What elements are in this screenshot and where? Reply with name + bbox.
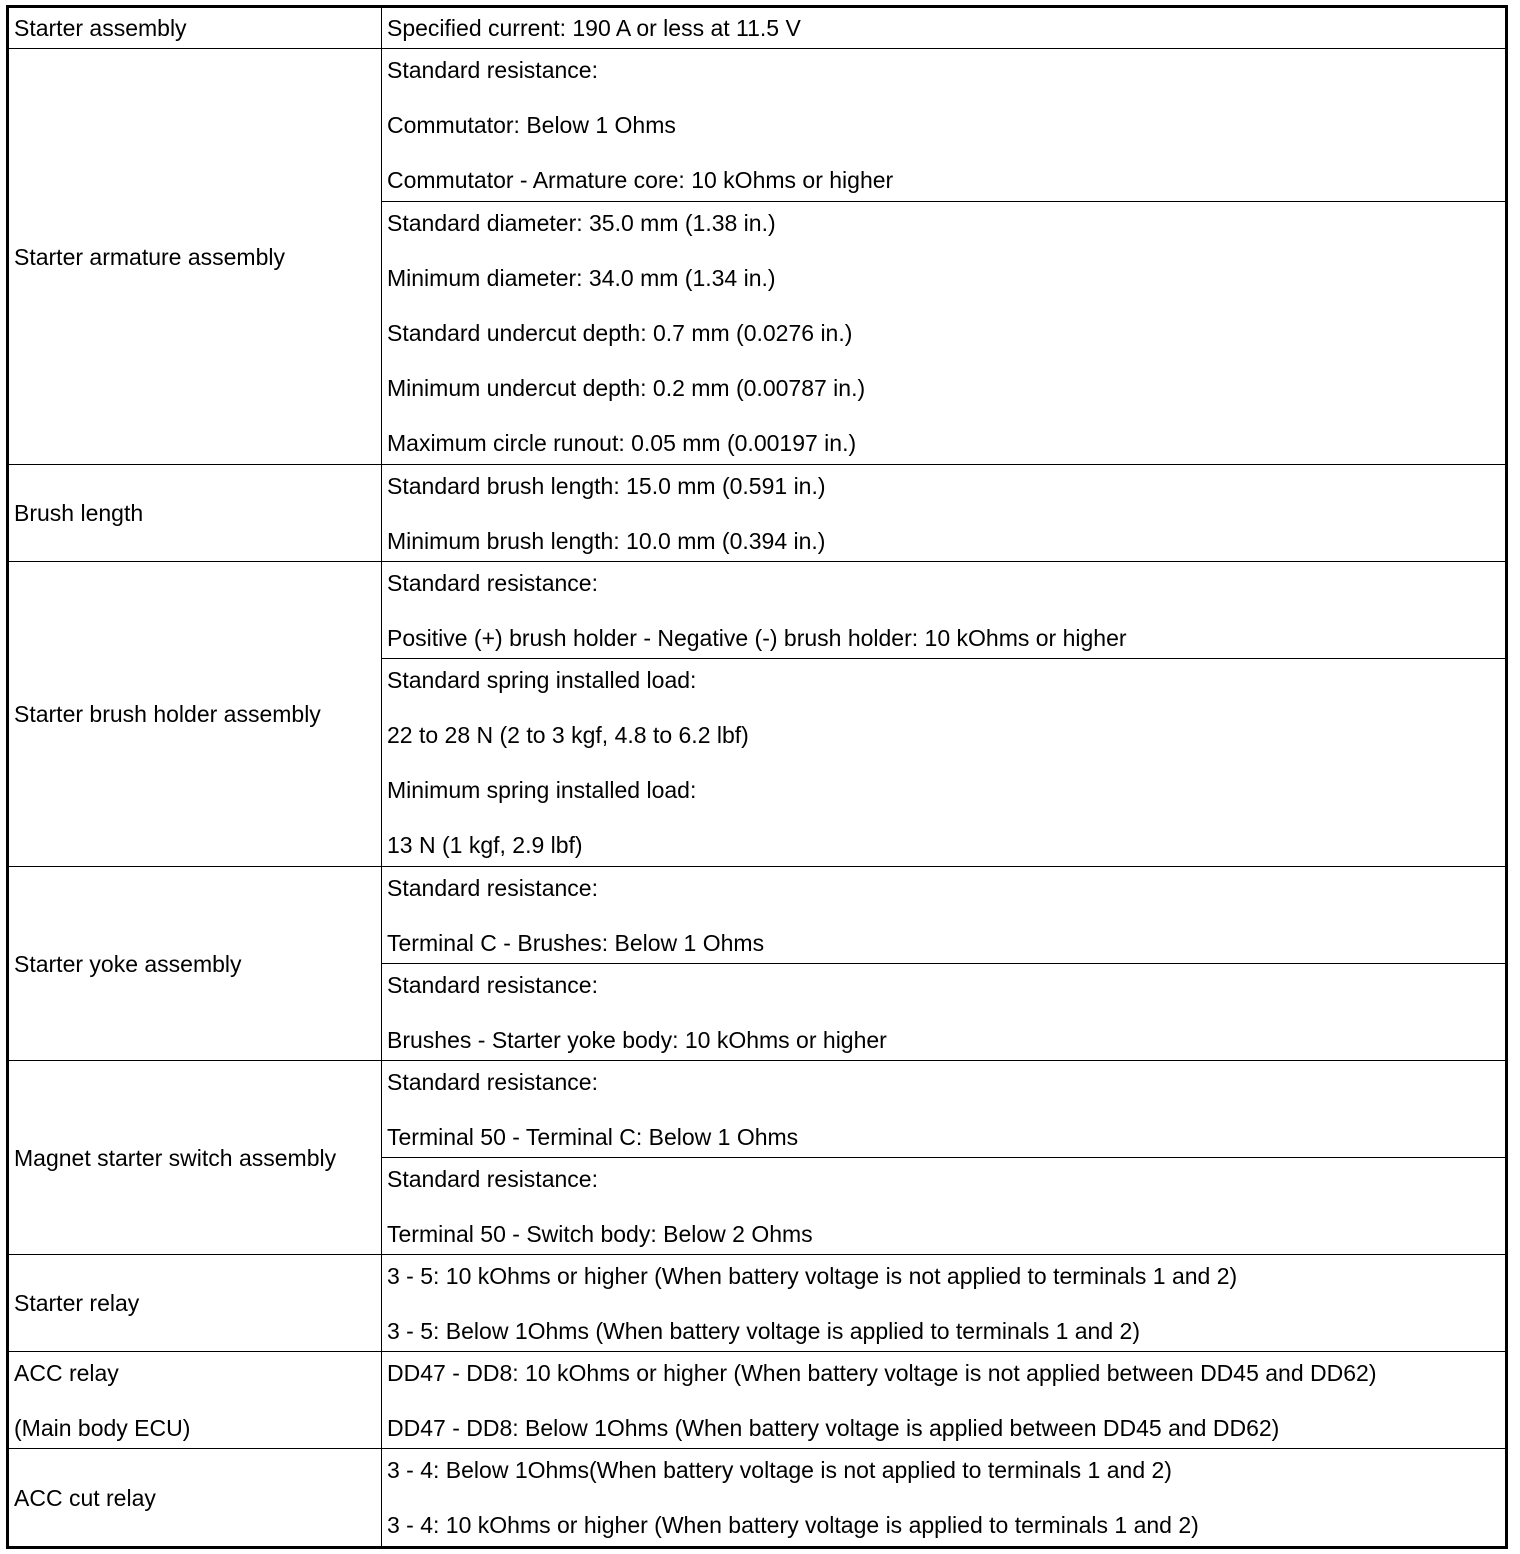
spec-cell <box>382 465 1507 562</box>
spec-cell <box>382 49 1507 202</box>
spec-line: 22 to 28 N (2 to 3 kgf, 4.8 to 6.2 lbf) <box>387 722 749 748</box>
component-label: Starter assembly <box>14 15 187 41</box>
spec-line: Positive (+) brush holder - Negative (-) brush holder: 10 kOhms or higher <box>387 624 1127 651</box>
spec-line: Standard resistance: <box>387 1068 598 1095</box>
component-cell <box>8 465 382 562</box>
spec-line: DD47 - DD8: 10 kOhms or higher (When battery voltage is not applied between DD45 and DD62) <box>387 1359 1377 1386</box>
component-label: Magnet starter switch assembly <box>14 1144 337 1171</box>
table-row <box>8 1449 1507 1548</box>
spec-line: 3 - 5: 10 kOhms or higher (When battery voltage is not applied to terminals 1 and 2) <box>387 1262 1238 1289</box>
component-label: ACC relay <box>14 1359 119 1386</box>
spec-line: Standard resistance: <box>387 57 598 83</box>
spec-line: Specified current: 190 A or less at 11.5 V <box>387 15 801 41</box>
component-cell <box>8 562 382 867</box>
spec-line: 13 N (1 kgf, 2.9 lbf) <box>387 832 583 858</box>
component-label: ACC cut relay <box>14 1484 156 1511</box>
spec-cell <box>382 659 1507 867</box>
spec-cell <box>382 1158 1507 1255</box>
spec-line: Minimum diameter: 34.0 mm (1.34 in.) <box>387 265 776 291</box>
spec-line: Terminal 50 - Terminal C: Below 1 Ohms <box>387 1123 799 1150</box>
component-label: Starter yoke assembly <box>14 950 242 977</box>
spec-line: Terminal C - Brushes: Below 1 Ohms <box>387 929 765 956</box>
spec-line: Standard resistance: <box>387 971 598 998</box>
spec-line: 3 - 4: Below 1Ohms(When battery voltage is not applied to terminals 1 and 2) <box>387 1457 1172 1483</box>
component-label-sub: (Main body ECU) <box>14 1414 191 1441</box>
spec-cell <box>382 202 1507 465</box>
table-row <box>8 867 1507 964</box>
component-label: Starter armature assembly <box>14 243 285 270</box>
table-row <box>8 7 1507 49</box>
spec-line: Commutator: Below 1 Ohms <box>387 112 676 138</box>
spec-line: Minimum spring installed load: <box>387 777 697 803</box>
spec-cell <box>382 1449 1507 1548</box>
spec-line: Brushes - Starter yoke body: 10 kOhms or higher <box>387 1026 887 1053</box>
spec-cell <box>382 7 1507 49</box>
spec-line: 3 - 4: 10 kOhms or higher (When battery voltage is applied to terminals 1 and 2) <box>387 1512 1199 1538</box>
spec-line: Standard resistance: <box>387 1165 598 1192</box>
spec-cell <box>382 964 1507 1061</box>
spec-line: Standard undercut depth: 0.7 mm (0.0276 in.) <box>387 320 853 346</box>
component-cell <box>8 49 382 465</box>
component-label: Starter brush holder assembly <box>14 701 321 727</box>
component-cell <box>8 867 382 1061</box>
component-cell <box>8 1255 382 1352</box>
component-label: Brush length <box>14 500 144 526</box>
spec-line: 3 - 5: Below 1Ohms (When battery voltage is applied to terminals 1 and 2) <box>387 1317 1140 1344</box>
spec-cell <box>382 867 1507 964</box>
spec-cell <box>382 562 1507 659</box>
table-row <box>8 562 1507 659</box>
table-row <box>8 49 1507 202</box>
spec-line: Minimum brush length: 10.0 mm (0.394 in.) <box>387 527 826 554</box>
component-label: Starter relay <box>14 1290 140 1316</box>
table-row <box>8 465 1507 562</box>
spec-cell <box>382 1255 1507 1352</box>
spec-line: Standard diameter: 35.0 mm (1.38 in.) <box>387 210 776 236</box>
table-row <box>8 1255 1507 1352</box>
spec-line: Standard spring installed load: <box>387 667 697 693</box>
spec-line: Commutator - Armature core: 10 kOhms or higher <box>387 167 894 193</box>
component-cell <box>8 1449 382 1548</box>
table-row <box>8 1061 1507 1158</box>
specification-table <box>6 5 1508 1549</box>
spec-line: Maximum circle runout: 0.05 mm (0.00197 in.) <box>387 430 857 456</box>
spec-line: Terminal 50 - Switch body: Below 2 Ohms <box>387 1220 813 1247</box>
component-cell <box>8 1061 382 1255</box>
component-cell <box>8 7 382 49</box>
component-cell <box>8 1352 382 1449</box>
spec-cell <box>382 1352 1507 1449</box>
spec-line: Standard resistance: <box>387 874 598 901</box>
table-row <box>8 1352 1507 1449</box>
spec-line: Standard brush length: 15.0 mm (0.591 in.) <box>387 472 826 499</box>
spec-cell <box>382 1061 1507 1158</box>
spec-line: Standard resistance: <box>387 569 598 596</box>
spec-line: DD47 - DD8: Below 1Ohms (When battery voltage is applied between DD45 and DD62) <box>387 1414 1280 1441</box>
spec-line: Minimum undercut depth: 0.2 mm (0.00787 in.) <box>387 375 866 401</box>
